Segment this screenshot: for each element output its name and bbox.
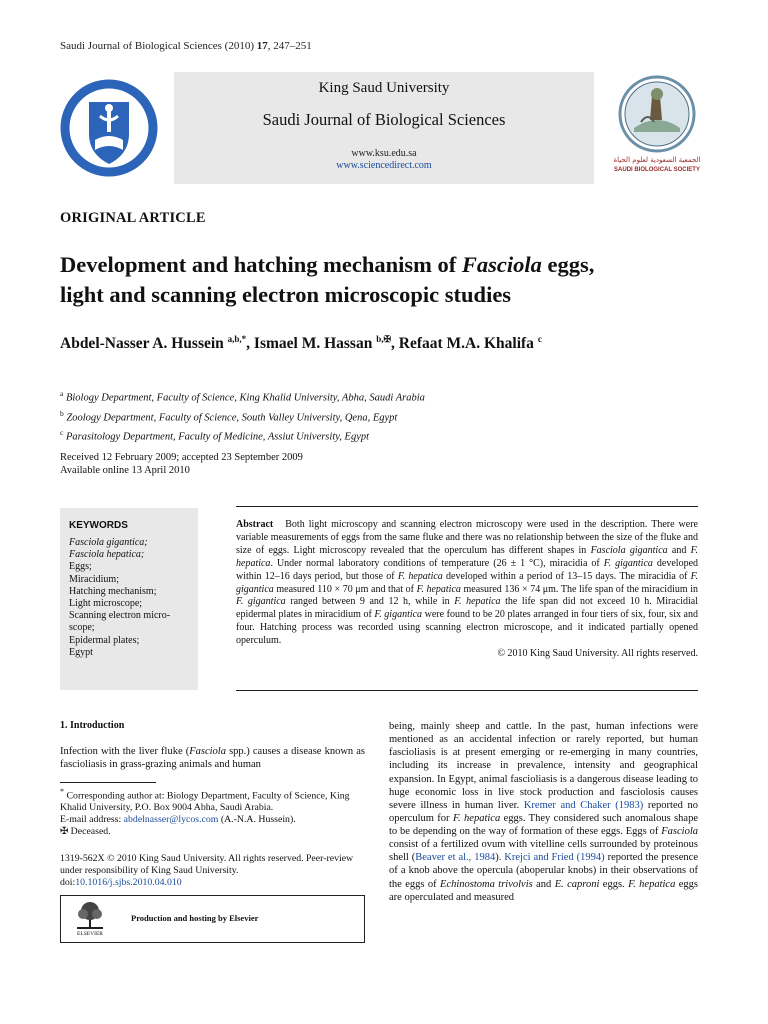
keyword-item: Fasciola gigantica;	[69, 537, 148, 548]
keywords-list	[69, 537, 194, 659]
keyword-item: Egypt	[69, 646, 93, 658]
column-two-text: being, mainly sheep and cattle. In the past, human infections were mentioned as an accidental infection or rarely reported, but human fascioliasis is at present emerging or re-emerging in many countries, including its increase in prevalence, intensity and geographical expansion. In Egypt, animal fascioliasis is a dangerous disease leading to huge economic loss in live stock production and fasciolosis causes severe illness in human liver. Kremer and Chaker (1983) reported no operculum for F. hepatica eggs. They considered such anomalous shape to be depending on the way of formation of these eggs. Eggs of Fasciola consist of a fertilized ovum with vitelline cells surrounded by proteinous shell (Beaver et al., 1984). Krejci and Fried (1994) reported the presence of a knob above the opercula (aboperular knobs) in their observations of the eggs of Echinostoma trivolvis and E. caproni eggs. F. hepatica eggs are operculated and measured	[389, 721, 699, 903]
reference-link[interactable]: Kremer and Chaker (1983)	[523, 799, 644, 811]
saudi-biological-society-logo	[608, 72, 706, 184]
running-header: Saudi Journal of Biological Sciences (2010) 17, 247–251	[60, 40, 312, 52]
deceased-note: ✠ Deceased.	[60, 826, 111, 838]
keywords-heading: KEYWORDS	[69, 520, 128, 531]
abstract: Abstract Both light microscopy and scanning electron microscopy were used in the description. There were variable measurements of eggs from the same fluke and there was no relationship between the size of the fluke and size of eggs. Light microscopy revealed that the operculum has different shapes in Fasciola gigantica and F. hepatica. Under normal laboratory conditions of temperature (26 ± 1 °C), miracidia of F. gigantica developed within 12–16 days period, but those of F. hepatica developed within a period of 13–15 days. The miracidia of F. gigantica measured 110 × 70 μm and that of F. hepatica measured 136 × 74 μm. The life span of the miracidium in F. gigantica ranged between 9 and 12 h, while in F. hepatica the life span did not exceed 10 h. Miracidial epidermal plates in miracidium of F. gigantica were found to be 20 plates arranged in four tiers of six, four, six and four. Hatching process was recorded using scanning electron microscope, and it indicated partially opened operculum. © 2010 King Saud University. All rights reserved.	[236, 519, 699, 660]
author-list: Abdel-Nasser A. Hussein $^{a,b,*}$, Ismael M. Hassan $^{b,✠}$, Refaat M.A. Khalifa $^c$	[60, 334, 542, 353]
university-name: King Saud University	[318, 80, 450, 96]
keyword-item: Hatching mechanism;	[69, 585, 157, 597]
reference-link[interactable]: Krejci and Fried (1994)	[504, 852, 605, 864]
sciencedirect-url[interactable]: www.sciencedirect.com	[336, 160, 432, 171]
society-name: SAUDI BIOLOGICAL SOCIETY	[614, 167, 700, 173]
section-heading: 1. Introduction	[60, 720, 125, 731]
production-box	[60, 895, 365, 943]
keywords-box	[60, 508, 198, 690]
keyword-item: Light microscope;	[69, 598, 143, 610]
affiliation-item: $^c$ Parasitology Department, Faculty of Medicine, Assiut University, Egypt	[60, 428, 370, 443]
intro-paragraph: Infection with the liver fluke (Fasciola spp.) causes a disease known as fascioliasis in grass-grazing animals and human	[60, 746, 365, 771]
footnote-rule	[60, 782, 156, 783]
journal-name: Saudi Journal of Biological Sciences	[262, 110, 506, 129]
abstract-bottom-rule	[236, 690, 698, 691]
journal-masthead	[174, 72, 594, 184]
reference-link[interactable]: Beaver et al., 1984	[415, 852, 496, 864]
university-url[interactable]: www.ksu.edu.sa	[351, 148, 417, 159]
abstract-copyright: © 2010 King Saud University. All rights reserved.	[497, 648, 698, 660]
keyword-item: Eggs;	[69, 561, 92, 573]
doi-link[interactable]: 10.1016/j.sjbs.2010.04.010	[75, 877, 182, 889]
keyword-item: Miracidium;	[69, 573, 119, 585]
author-name: Refaat M.A. Khalifa	[398, 335, 538, 353]
keyword-item: scope;	[69, 622, 95, 634]
abstract-top-rule	[236, 506, 698, 507]
keyword-item: Epidermal plates;	[69, 634, 140, 646]
affiliation-item: $^b$ Zoology Department, Faculty of Science, South Valley University, Qena, Egypt	[60, 408, 398, 423]
production-text: Production and hosting by Elsevier	[131, 913, 259, 923]
author-name: Abdel-Nasser A. Hussein	[60, 335, 228, 353]
affiliations	[60, 386, 740, 445]
article-type: ORIGINAL ARTICLE	[60, 210, 206, 226]
king-saud-university-logo	[60, 72, 158, 184]
affiliation-item: $^a$ Biology Department, Faculty of Science, King Khalid University, Abha, Saudi Arabia	[60, 389, 425, 404]
elsevier-logo	[73, 901, 107, 939]
society-arabic-name: الجمعية السعودية لعلوم الحياة	[613, 156, 701, 164]
elsevier-wordmark: ELSEVIER	[77, 931, 103, 937]
keyword-item: Scanning electron micro-	[69, 610, 171, 622]
article-title: Development and hatching mechanism of Fasciola eggs, light and scanning electron microscopic studies	[60, 252, 595, 307]
corresponding-author-note: * Corresponding author at: Biology Department, Faculty of Science, King Khalid University, P.O. Box 9004 Abha, Saudi Arabia.	[60, 787, 350, 814]
keyword-item: Fasciola hepatica;	[69, 549, 145, 561]
footnotes	[60, 786, 365, 838]
email-note: E-mail address: abdelnasser@lycos.com (A.-N.A. Hussein).	[60, 814, 296, 826]
author-name: Ismael M. Hassan	[253, 335, 377, 353]
email-link[interactable]: abdelnasser@lycos.com	[123, 814, 219, 826]
article-dates: Received 12 February 2009; accepted 23 September 2009 Available online 13 April 2010	[60, 452, 303, 476]
issn-copyright: 1319-562X © 2010 King Saud University. All rights reserved. Peer-review under responsibility of King Saud University. doi:10.1016/j.sjbs.2010.04.010	[60, 853, 354, 889]
